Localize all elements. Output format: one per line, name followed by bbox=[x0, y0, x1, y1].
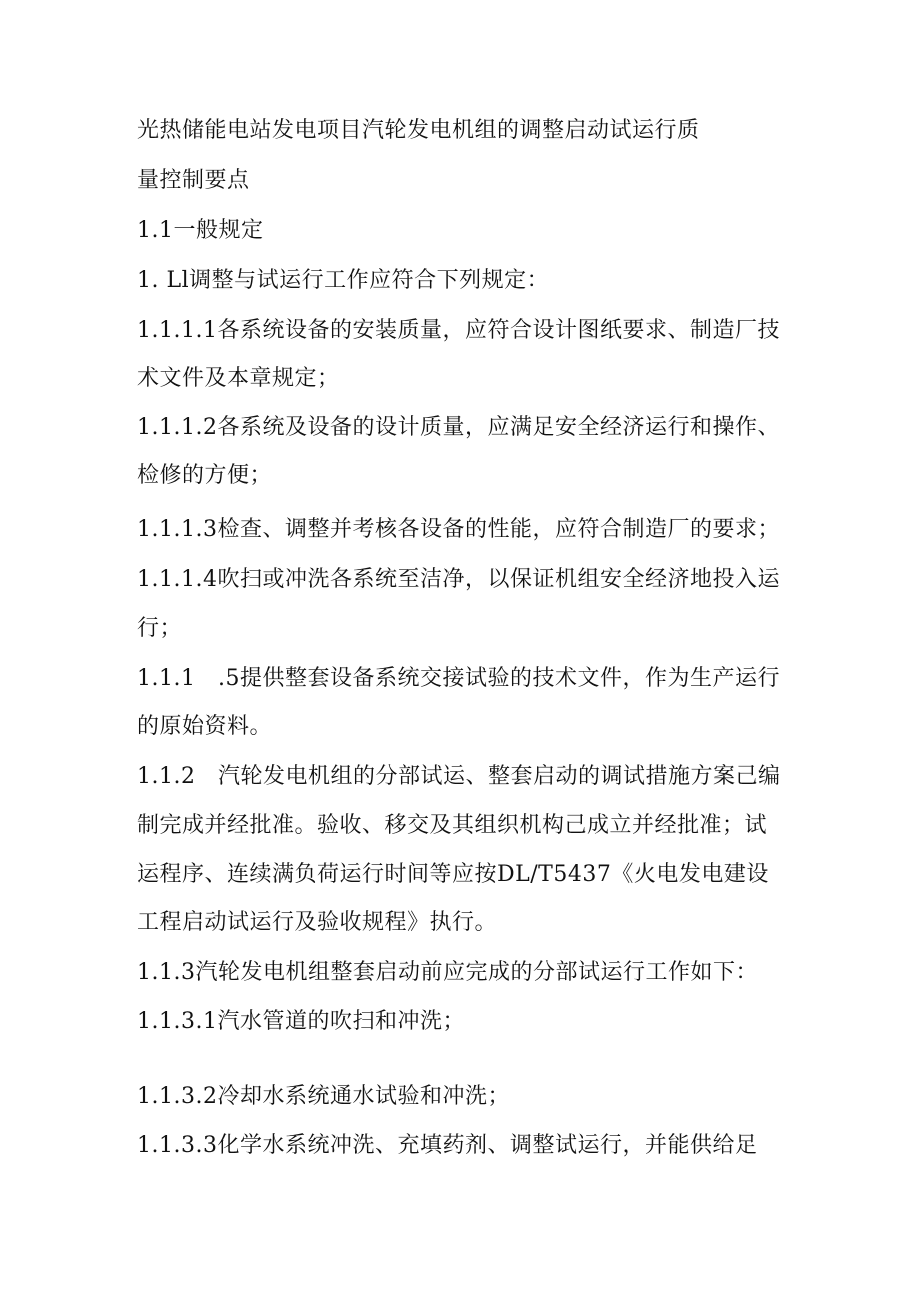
clause-line: 工程启动试运行及验收规程》执行。 bbox=[137, 910, 498, 935]
clause-line: 1.1.1.4吹扫或冲洗各系统至洁净，以保证机组安全经济地投入运 bbox=[137, 567, 780, 592]
clause-line: 1.1.3汽轮发电机组整套启动前应完成的分部试运行工作如下： bbox=[137, 960, 758, 985]
clause-line: 1. Ll调整与试运行工作应符合下列规定： bbox=[137, 268, 550, 293]
document-title-line-2: 量控制要点 bbox=[137, 168, 250, 193]
clause-line: 1.1.1 .5提供整套设备系统交接试验的技术文件，作为生产运行 bbox=[137, 666, 780, 691]
clause-line: 1.1.1.2各系统及设备的设计质量，应满足安全经济运行和操作、 bbox=[137, 415, 780, 440]
clause-line: 1.1.3.2冷却水系统通水试验和冲洗； bbox=[137, 1084, 510, 1109]
clause-line: 检修的方便； bbox=[137, 463, 273, 488]
clause-line: 1.1.3.1汽水管道的吹扫和冲洗； bbox=[137, 1009, 465, 1034]
clause-line: 制完成并经批准。验收、移交及其组织机构己成立并经批准；试 bbox=[137, 813, 768, 838]
clause-line: 的原始资料。 bbox=[137, 714, 273, 739]
section-heading: 1.1一般规定 bbox=[137, 218, 264, 243]
clause-line: 运程序、连续满负荷运行时间等应按DL/T5437《火电发电建设 bbox=[137, 862, 769, 887]
clause-line: 1.1.2 汽轮发电机组的分部试运、整套启动的调试措施方案己编 bbox=[137, 764, 781, 789]
clause-line: 1.1.3.3化学水系统冲洗、充填药剂、调整试运行，并能供给足 bbox=[137, 1133, 758, 1158]
document-title-line-1: 光热储能电站发电项目汽轮发电机组的调整启动试运行质 bbox=[137, 118, 700, 143]
clause-line: 1.1.1.1各系统设备的安装质量，应符合设计图纸要求、制造厂技 bbox=[137, 318, 780, 343]
clause-line: 1.1.1.3检查、调整并考核各设备的性能，应符合制造厂的要求； bbox=[137, 517, 780, 542]
clause-line: 行； bbox=[137, 616, 183, 641]
clause-line: 术文件及本章规定； bbox=[137, 366, 340, 391]
